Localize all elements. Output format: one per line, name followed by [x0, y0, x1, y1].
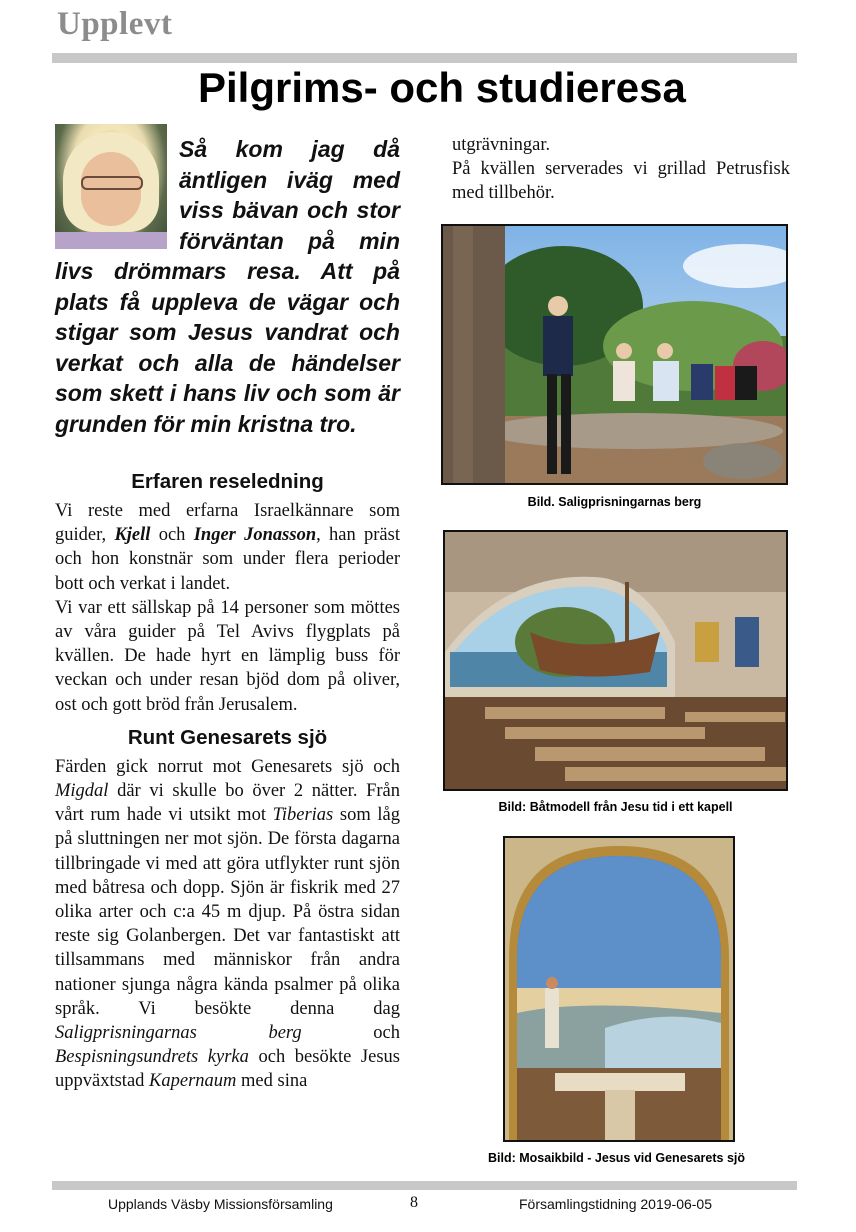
right-column-text	[452, 133, 790, 206]
caption-photo-2: Bild: Båtmodell från Jesu tid i ett kapell	[498, 800, 733, 814]
footer-page-number: 8	[410, 1194, 418, 1211]
top-divider	[52, 53, 797, 63]
guide-name-inger: Inger Jonasson	[193, 525, 317, 546]
footer-organization: Upplands Väsby Missionsförsamling	[108, 1196, 333, 1212]
paragraph-dinner: På kvällen serverades vi grillad Petrusfisk med tillbehör.	[452, 159, 790, 204]
lead-paragraph: Så kom jag då äntligen iväg med viss bävan och stor förväntan på min livs drömmars resa. Att på plats få uppleva de vägar och stigar som Jesus vandrat och verkat och alla de händelser som skett i hans liv och som är grunden för min kristna tro.	[55, 136, 400, 437]
footer-publication: Församlingstidning 2019-06-05	[519, 1196, 712, 1212]
paragraph-guides: Vi reste med erfarna Israelkännare som guider, Kjell och Inger Jonasson, han präst och hon konstnär som under flera perioder bott och verkat i landet.	[55, 501, 400, 594]
paragraph-group: Vi var ett sällskap på 14 personer som möttes av våra guider på Tel Avivs flygplats på kvällen. De hade hyrt en lämplig buss för veckan och under resan bjöd dom på oliver, ost och gott bröd från Jerusalem.	[55, 597, 400, 715]
paragraph-sea-of-galilee: Färden gick norrut mot Genesarets sjö och Migdal där vi skulle bo över 2 nätter. Från vårt rum hade vi utsikt mot Tiberias som låg på sluttningen ner mot sjön. De första dagarna tillbringade vi med att göra utflykter runt sjön med båtresa och dopp. Sjön är fiskrik med 27 olika arter och c:a 45 m djup. På östra sidan reste sig Golanbergen. Det var fantastiskt att tillsammans med människor från andra nationer sjunga några kända psalmer på olika språk. Vi besökte denna dag Saligprisningarnas berg och Bespisningsundrets kyrka och besökte Jesus uppväxtstad Kapernaum med sina	[55, 756, 400, 1092]
left-column	[55, 124, 400, 1094]
section-label: Upplevt	[57, 6, 173, 42]
guide-name-kjell: Kjell	[114, 525, 151, 546]
photo-mosaic	[503, 836, 735, 1142]
photo-mount-of-beatitudes	[441, 224, 788, 485]
article-title: Pilgrims- och studieresa	[198, 64, 686, 111]
continued-text: utgrävningar.	[452, 135, 551, 155]
caption-photo-3: Bild: Mosaikbild - Jesus vid Genesarets sjö	[487, 1151, 746, 1165]
subheading-sea-of-galilee: Runt Genesarets sjö	[127, 725, 328, 749]
bottom-divider	[52, 1181, 797, 1190]
caption-photo-1: Bild. Saligprisningarnas berg	[527, 495, 702, 509]
photo-boat-chapel	[443, 530, 788, 791]
author-photo	[55, 124, 167, 249]
subheading-experienced-guides: Erfaren reseledning	[131, 470, 324, 493]
